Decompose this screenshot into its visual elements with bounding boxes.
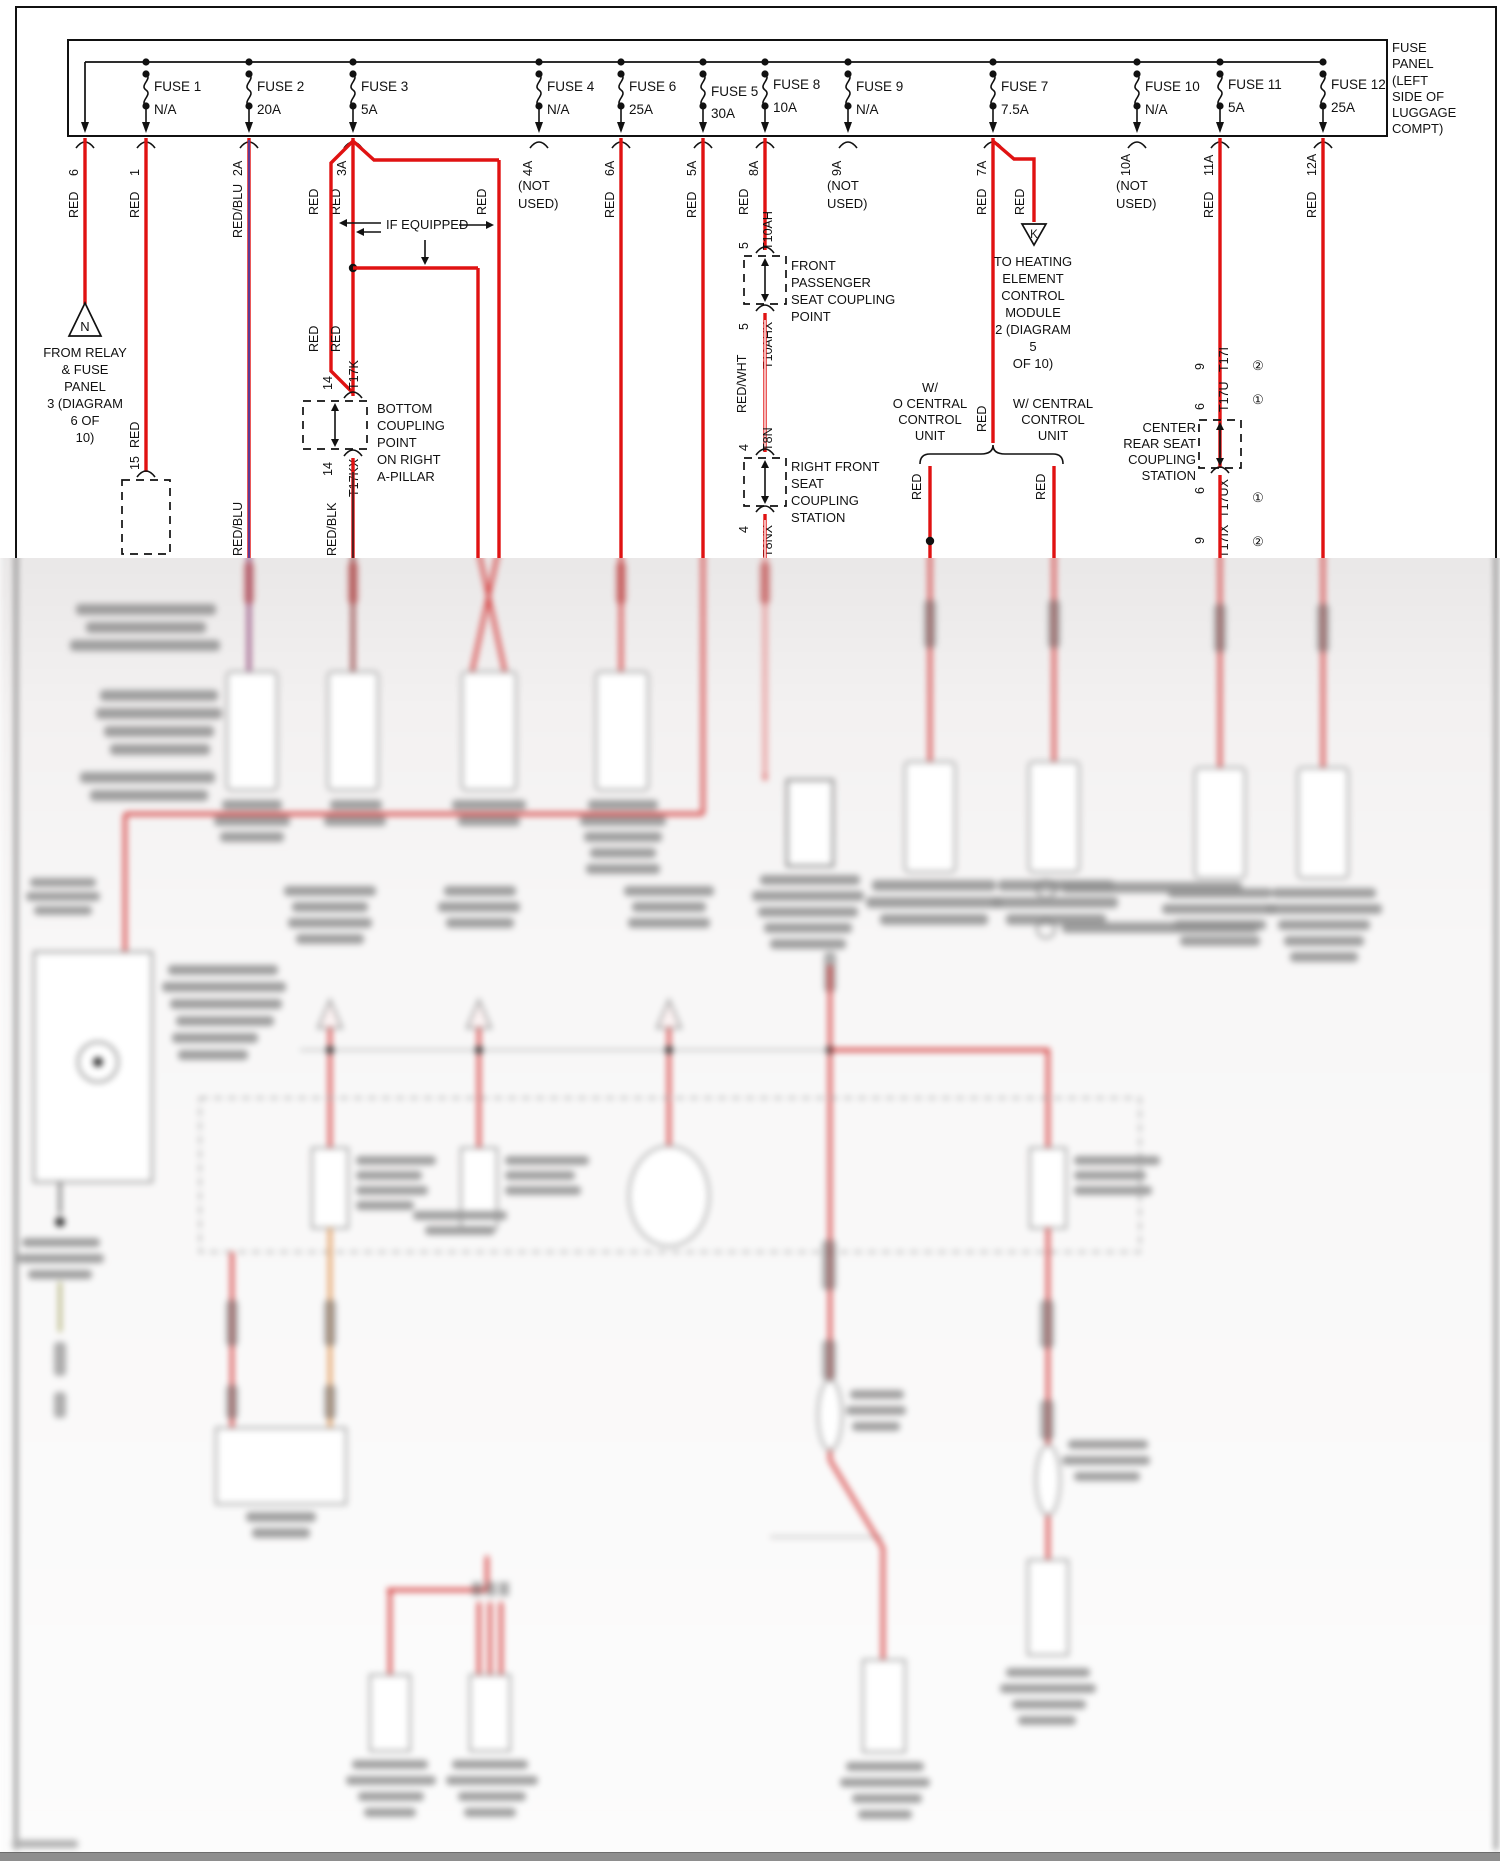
w-ccu-line: UNIT (1037, 428, 1069, 443)
right-front-line: SEAT (791, 476, 824, 491)
bottom-coupling-line: BOTTOM (377, 401, 433, 416)
wo-ccu-line: W/ (922, 380, 938, 395)
w-ccu-line: W/ CENTRAL (1012, 396, 1094, 411)
fuse-name: FUSE 3 (361, 79, 409, 94)
to-heating-line: MODULE (1005, 305, 1061, 320)
not-used-line: (NOT (827, 178, 859, 193)
wo-ccu-line: UNIT (914, 428, 946, 443)
from-relay-line: 10) (75, 430, 95, 445)
fuse-2 (245, 58, 304, 133)
front-passenger-line: SEAT COUPLING (791, 292, 896, 307)
circuit-id: 1 (128, 169, 142, 176)
circled-mark: ① (1252, 490, 1264, 505)
wire-color: RED (685, 191, 699, 218)
fuse-4 (535, 58, 595, 133)
fuse-amp: 25A (1331, 100, 1356, 115)
fuse-name: FUSE 6 (629, 79, 677, 94)
center-rear-line: COUPLING (1128, 452, 1196, 467)
fuse-name: FUSE 4 (547, 79, 595, 94)
fuse-name: FUSE 2 (257, 79, 305, 94)
fuse-11 (1216, 58, 1282, 133)
connector-name: T17UX (1217, 479, 1231, 518)
circled-mark: ① (1252, 392, 1264, 407)
if-equipped-label: IF EQUIPPED (386, 217, 469, 232)
circuit-id: 4A (521, 160, 535, 176)
circuit-7a (893, 138, 1093, 558)
connector-name: T10AH (761, 211, 775, 250)
fuse-name: FUSE 11 (1228, 77, 1282, 92)
bottom-coupling-line: A-PILLAR (377, 469, 435, 484)
to-heating-line: 5 (1029, 339, 1037, 354)
fuse-amp: 10A (773, 100, 798, 115)
fuse-amp: 25A (629, 102, 654, 117)
fuse-panel-label-line: FUSE (1392, 40, 1427, 55)
connector-name: T17U (1217, 381, 1231, 412)
heating-symbol-letter: K (1030, 229, 1038, 241)
connector-pin: 9 (1193, 537, 1207, 544)
front-passenger-line: FRONT (791, 258, 836, 273)
from-relay-line: & FUSE (61, 362, 109, 377)
fuse-name: FUSE 1 (154, 79, 202, 94)
fuse-name: FUSE 5 (711, 84, 759, 99)
fuse-amp: 30A (711, 106, 736, 121)
circuit-id: 9A (830, 160, 844, 176)
circuit-id: 10A (1119, 153, 1133, 176)
circuit-id: 5A (685, 160, 699, 176)
connector-name: T17I (1217, 346, 1231, 372)
not-used-line: (NOT (1116, 178, 1148, 193)
not-used-line: USED) (518, 196, 559, 211)
wire-color: RED (67, 191, 81, 218)
fuse-amp: 5A (1228, 100, 1245, 115)
fuse-name: FUSE 8 (773, 77, 821, 92)
wire-color: RED (475, 188, 489, 215)
fuse-amp: N/A (1145, 102, 1168, 117)
right-front-line: STATION (791, 510, 846, 525)
bottom-coupling-line: ON RIGHT (377, 452, 441, 467)
fuse-panel-label-line: PANEL (1392, 56, 1434, 71)
fuse-name: FUSE 7 (1001, 79, 1049, 94)
circuit-id: 11A (1202, 154, 1216, 176)
bottom-edge-bar (0, 1852, 1500, 1861)
fuse-panel-label (1392, 40, 1457, 136)
connector-pin: 15 (128, 456, 142, 470)
fuse-name: FUSE 9 (856, 79, 904, 94)
fuse-amp: N/A (154, 102, 177, 117)
from-relay-line: 3 (DIAGRAM (47, 396, 123, 411)
circuit-id-labels (67, 153, 1319, 176)
connector-pin: 5 (737, 242, 751, 249)
wire-color: RED/BLK (325, 502, 339, 556)
to-heating-line: ELEMENT (1002, 271, 1064, 286)
fuse-10 (1133, 58, 1200, 133)
circuit-id: 8A (747, 160, 761, 176)
fuse-panel-label-line: (LEFT (1392, 73, 1429, 88)
wire-color: RED (1034, 473, 1048, 500)
fuse-amp: 7.5A (1001, 102, 1029, 117)
wire-color: RED (329, 325, 343, 352)
fuse-panel-label-line: COMPT) (1392, 121, 1444, 136)
circled-mark: ② (1252, 358, 1264, 373)
connector-pin: 9 (1193, 363, 1207, 370)
fuse-amp: 5A (361, 102, 378, 117)
from-relay-line: 6 OF (70, 413, 100, 428)
fuse-5 (699, 58, 758, 133)
from-relay-line: FROM RELAY (43, 345, 127, 360)
fuse-12 (1319, 58, 1386, 133)
wire-color: RED (128, 421, 142, 448)
wire-color: RED/BLU (231, 501, 245, 556)
fuse-3 (349, 58, 408, 133)
to-heating-line: CONTROL (1001, 288, 1065, 303)
center-rear-line: REAR SEAT (1123, 436, 1196, 451)
connector-name: T10AHX (761, 321, 775, 369)
fuse-7 (989, 58, 1048, 133)
connector-pin: 4 (737, 526, 751, 533)
connector-pin: 14 (321, 376, 335, 390)
fuse-1 (142, 58, 201, 133)
circled-mark: ② (1252, 534, 1264, 549)
fuse-9 (844, 58, 903, 133)
center-rear-line: CENTER (1142, 420, 1196, 435)
circuit-8a (735, 138, 895, 558)
wire-color: RED (307, 325, 321, 352)
bottom-coupling-line: POINT (377, 435, 417, 450)
blurred-watermark (12, 1840, 78, 1848)
not-used-line: USED) (1116, 196, 1157, 211)
connector-pin: 6 (1193, 403, 1207, 410)
connector-name: T17K (347, 360, 361, 390)
wo-ccu-line: O CENTRAL (892, 396, 968, 411)
circuit-3a (303, 138, 499, 558)
wire-color: RED (975, 405, 989, 432)
blurred-diagram-region (0, 558, 1500, 1861)
fuse-name: FUSE 12 (1331, 77, 1386, 92)
fuse-6 (617, 58, 676, 133)
wire-color: RED (603, 191, 617, 218)
diagram-sharp-layer (0, 0, 1500, 558)
wire-color: RED (910, 473, 924, 500)
bottom-coupling-line: COUPLING (377, 418, 445, 433)
fuse-amp: 20A (257, 102, 282, 117)
fuse-name: FUSE 10 (1145, 79, 1200, 94)
to-heating-line: 2 (DIAGRAM (995, 322, 1071, 337)
circuit-id: 7A (975, 160, 989, 176)
wire-color: RED (975, 188, 989, 215)
wire-color: RED/BLU (231, 183, 245, 238)
to-heating-line: TO HEATING (993, 254, 1073, 269)
relay-symbol-letter: N (80, 319, 90, 334)
fuse-panel-label-line: SIDE OF (1392, 89, 1445, 104)
right-front-line: COUPLING (791, 493, 859, 508)
wire-color: RED (1202, 191, 1216, 218)
front-passenger-line: POINT (791, 309, 831, 324)
connector-pin: 4 (737, 444, 751, 451)
connector-name: T8NX (761, 525, 775, 557)
connector-pin: 14 (321, 462, 335, 476)
fuse-8 (761, 58, 820, 133)
circuit-id: 2A (231, 160, 245, 176)
connector-name: T8N (761, 427, 775, 451)
circuit-id: 12A (1305, 153, 1319, 176)
from-relay-line: PANEL (64, 379, 106, 394)
wire-color: RED (307, 188, 321, 215)
not-used-line: USED) (827, 196, 868, 211)
circuit-id: 6 (67, 169, 81, 176)
wire-color: RED/WHT (735, 354, 749, 413)
wire-color: RED (1013, 188, 1027, 215)
fuse-panel-label-line: LUGGAGE (1392, 105, 1457, 120)
wire-color: RED (128, 191, 142, 218)
wire-color: RED (737, 188, 751, 215)
front-passenger-line: PASSENGER (791, 275, 871, 290)
wo-ccu-line: CONTROL (898, 412, 962, 427)
connector-pin: 5 (737, 323, 751, 330)
connector-pin: 6 (1193, 487, 1207, 494)
connector-name: T17IX (1217, 524, 1231, 558)
to-heating-line: OF 10) (1012, 356, 1054, 371)
circuit-id: 3A (335, 160, 349, 176)
wire-color: RED (1305, 191, 1319, 218)
not-used-line: (NOT (518, 178, 550, 193)
fuse-amp: N/A (856, 102, 879, 117)
circuit-6-relay-feed (43, 138, 127, 445)
wire-color: RED (329, 188, 343, 215)
w-ccu-line: CONTROL (1021, 412, 1085, 427)
circuit-id: 6A (603, 160, 617, 176)
right-front-line: RIGHT FRONT (791, 459, 880, 474)
fuse-amp: N/A (547, 102, 570, 117)
center-rear-line: STATION (1141, 468, 1196, 483)
connector-name: T17KX (347, 458, 361, 497)
